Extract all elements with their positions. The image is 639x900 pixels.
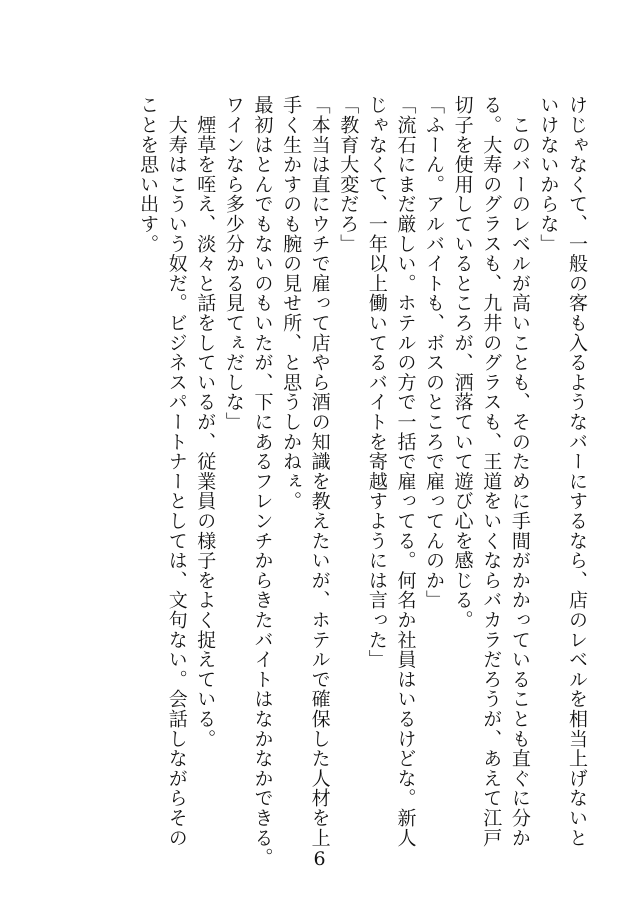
text-line: る。大寿のグラスも、九井のグラスも、王道をいくならバカラだろうが、あえて江戸: [480, 95, 503, 848]
text-line: このバーのレベルが高いことも、そのために手間がかかっていることも直ぐに分か: [508, 95, 531, 848]
vertical-text-block: [31, 95, 591, 875]
text-line: 「流石にまだ厳しい。ホテルの方で一括で雇ってる。何名か社員はいるけどな。新人: [394, 95, 417, 848]
text-line: 最初はとんでもないのもいたが、下にあるフレンチからきたバイトはなかなかできる。: [251, 95, 274, 868]
text-line: ことを思い出す。: [137, 95, 160, 254]
text-line: 手く生かすのも腕の見せ所、と思うしかねぇ。: [280, 95, 303, 511]
text-line: 「ふーん。アルバイトも、ボスのところで雇ってんのか」: [423, 95, 446, 610]
text-line: いけないからな」: [537, 95, 560, 254]
text-line: 「教育大変だろ」: [337, 95, 360, 254]
text-line: けじゃなくて、一般の客も入るようなバーにするなら、店のレベルを相当上げないと: [566, 95, 588, 848]
text-line: ワインなら多少分かる見てぇだしな」: [222, 95, 245, 432]
text-line: じゃなくて、一年以上働いてるバイトを寄越すようには言った」: [365, 95, 388, 670]
text-line: 大寿はこういう奴だ。ビジネスパートナーとしては、文句ない。会話しながらその: [165, 95, 188, 848]
text-line: 「本当は直にウチで雇って店やら酒の知識を教えたいが、ホテルで確保した人材を上: [308, 95, 331, 848]
page-number: 6: [313, 848, 326, 870]
text-line: 切子を使用しているところが、洒落ていて遊び心を感じる。: [451, 95, 474, 630]
text-line: 煙草を咥え、淡々と話をしているが、従業員の様子をよく捉えている。: [194, 95, 217, 749]
